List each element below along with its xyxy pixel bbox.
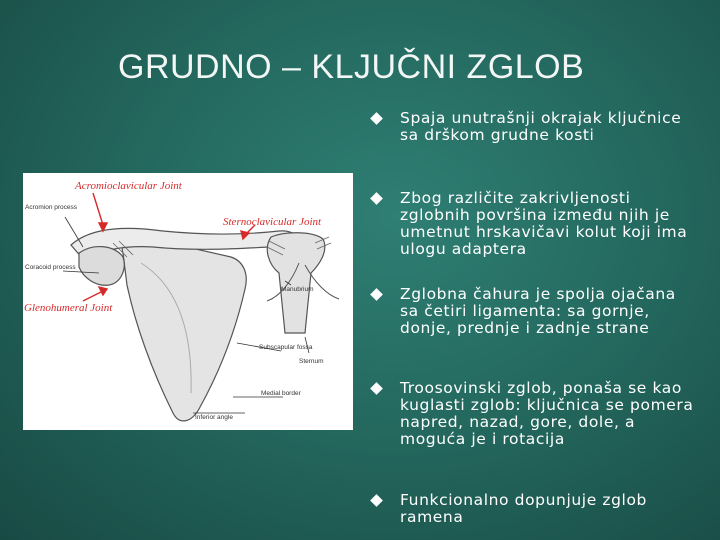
scapula-shape [122,235,246,420]
label-manubrium: Manubrium [281,286,314,293]
label-acromioclavicular: Acromioclavicular Joint [75,180,182,192]
diamond-bullet-icon [370,192,383,205]
label-sternoclavicular: Sternoclavicular Joint [223,216,322,228]
bullet-text: Spaja unutrašnji okrajak ključnice sa drškom grudne kosti [400,109,682,144]
bullet-text: Zbog različite zakrivljenosti zglobnih površina između njih je umetnut hrskavičavi kolut koji ima ulogu adaptera [400,189,688,258]
label-acromion: Acromion process [25,204,78,211]
bullet-text: Funkcionalno dopunjuje zglob ramena [400,491,647,526]
diamond-bullet-icon [370,494,383,507]
label-subscapular: Subscapular fossa [259,344,313,351]
diamond-bullet-icon [370,112,383,125]
diamond-bullet-icon [370,382,383,395]
label-medial-border: Medial border [261,390,301,397]
label-coracoid: Coracoid process [25,264,76,271]
sternum-shape [267,233,325,333]
bullet-text: Zglobna čahura je spolja ojačana sa četiri ligamenta: sa gornje, donje, prednje i zadnje strane [400,285,676,337]
diamond-bullet-icon [370,288,383,301]
slide-title: GRUDNO – KLJUČNI ZGLOB [118,48,585,86]
label-sternum: Sternum [299,358,324,365]
shoulder-anatomy-illustration [23,173,353,430]
label-inferior-angle: Inferior angle [195,414,233,421]
acromion-shape [79,247,124,286]
bullet-text: Troosovinski zglob, ponaša se kao kuglasti zglob: ključnica se pomera napred, nazad, gore, dole, a moguća je i rotacija [400,379,694,448]
anatomy-figure [23,173,353,430]
label-glenohumeral: Glenohumeral Joint [24,302,113,314]
